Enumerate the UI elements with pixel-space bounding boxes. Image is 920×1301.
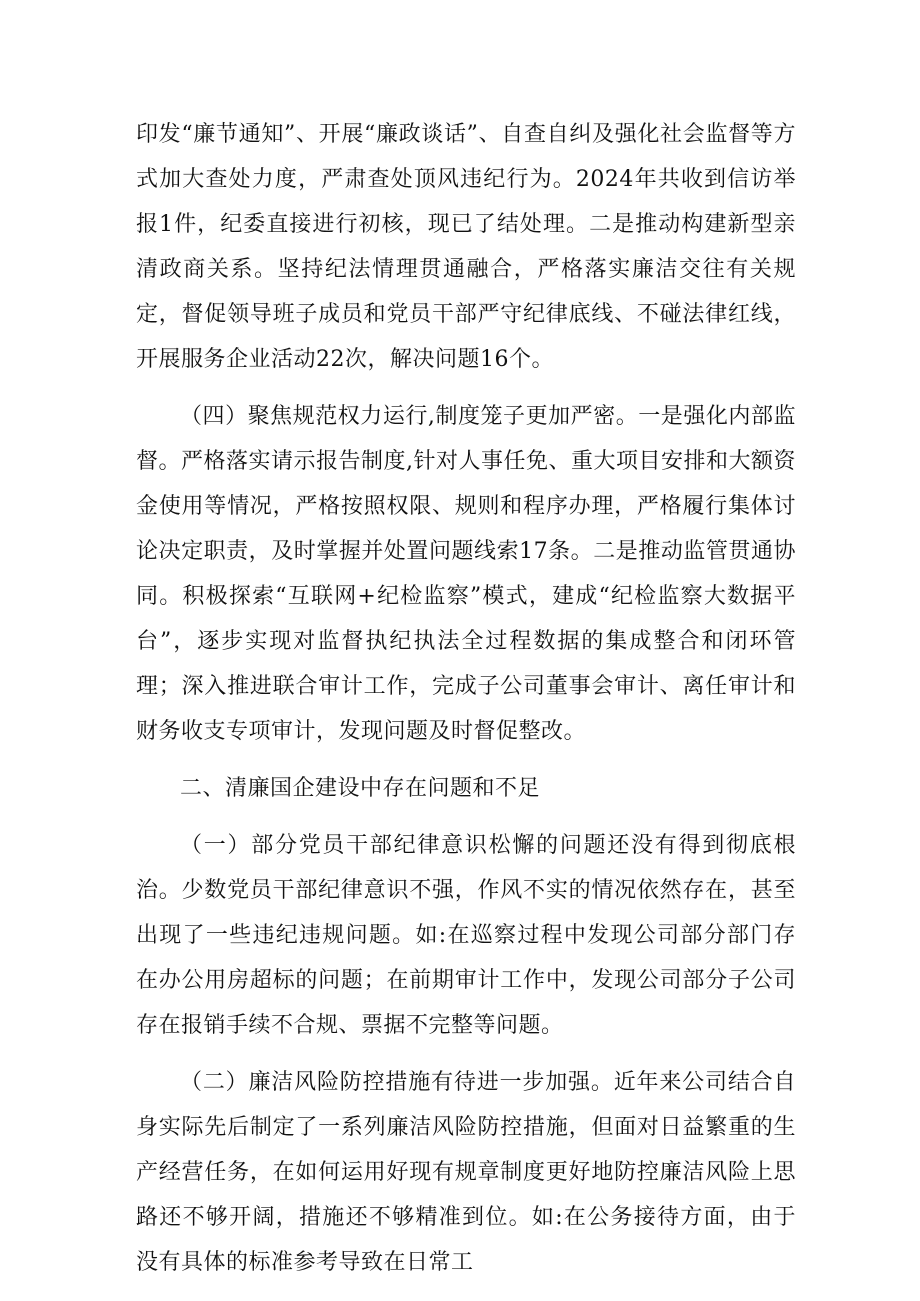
section-heading: 二、清廉国企建设中存在问题和不足: [180, 776, 541, 801]
paragraph-4: （二）廉洁风险防控措施有待进一步加强。近年来公司结合自身实际先后制定了一系列廉洁风险防控措施，但面对日益繁重的生产经营任务，在如何运用好现有规章制度更好地防控廉洁风险上思路还不够开阔，措施还不够精准到位。如:在公务接待方面，由于没有具体的标准参考导致在日常工: [136, 1070, 796, 1275]
document-body: [136, 112, 796, 1297]
paragraph-1: 印发“廉节通知”、开展“廉政谈话”、自查自纠及强化社会监督等方式加大查处力度，严肃查处顶风违纪行为。2024年共收到信访举报1件，纪委直接进行初核，现已了结处理。二是推动构建新型亲清政商关系。坚持纪法情理贯通融合，严格落实廉洁交往有关规定，督促领导班子成员和党员干部严守纪律底线、不碰法律红线，开展服务企业活动22次，解决问题16个。: [136, 122, 796, 372]
paragraph-2: （四）聚焦规范权力运行,制度笼子更加严密。一是强化内部监督。严格落实请示报告制度,针对人事任免、重大项目安排和大额资金使用等情况，严格按照权限、规则和程序办理，严格履行集体讨论决定职责，及时掌握并处置问题线索17条。二是推动监管贯通协同。积极探索“互联网+纪检监察”模式，建成“纪检监察大数据平台”，逐步实现对监督执纪执法全过程数据的集成整合和闭环管理；深入推进联合审计工作，完成子公司董事会审计、离任审计和财务收支专项审计，发现问题及时督促整改。: [136, 404, 796, 744]
paragraph-3: （一）部分党员干部纪律意识松懈的问题还没有得到彻底根治。少数党员干部纪律意识不强，作风不实的情况依然存在，甚至出现了一些违纪违规问题。如:在巡察过程中发现公司部分部门存在办公用房超标的问题；在前期审计工作中，发现公司部分子公司存在报销手续不合规、票据不完整等问题。: [136, 833, 796, 1038]
